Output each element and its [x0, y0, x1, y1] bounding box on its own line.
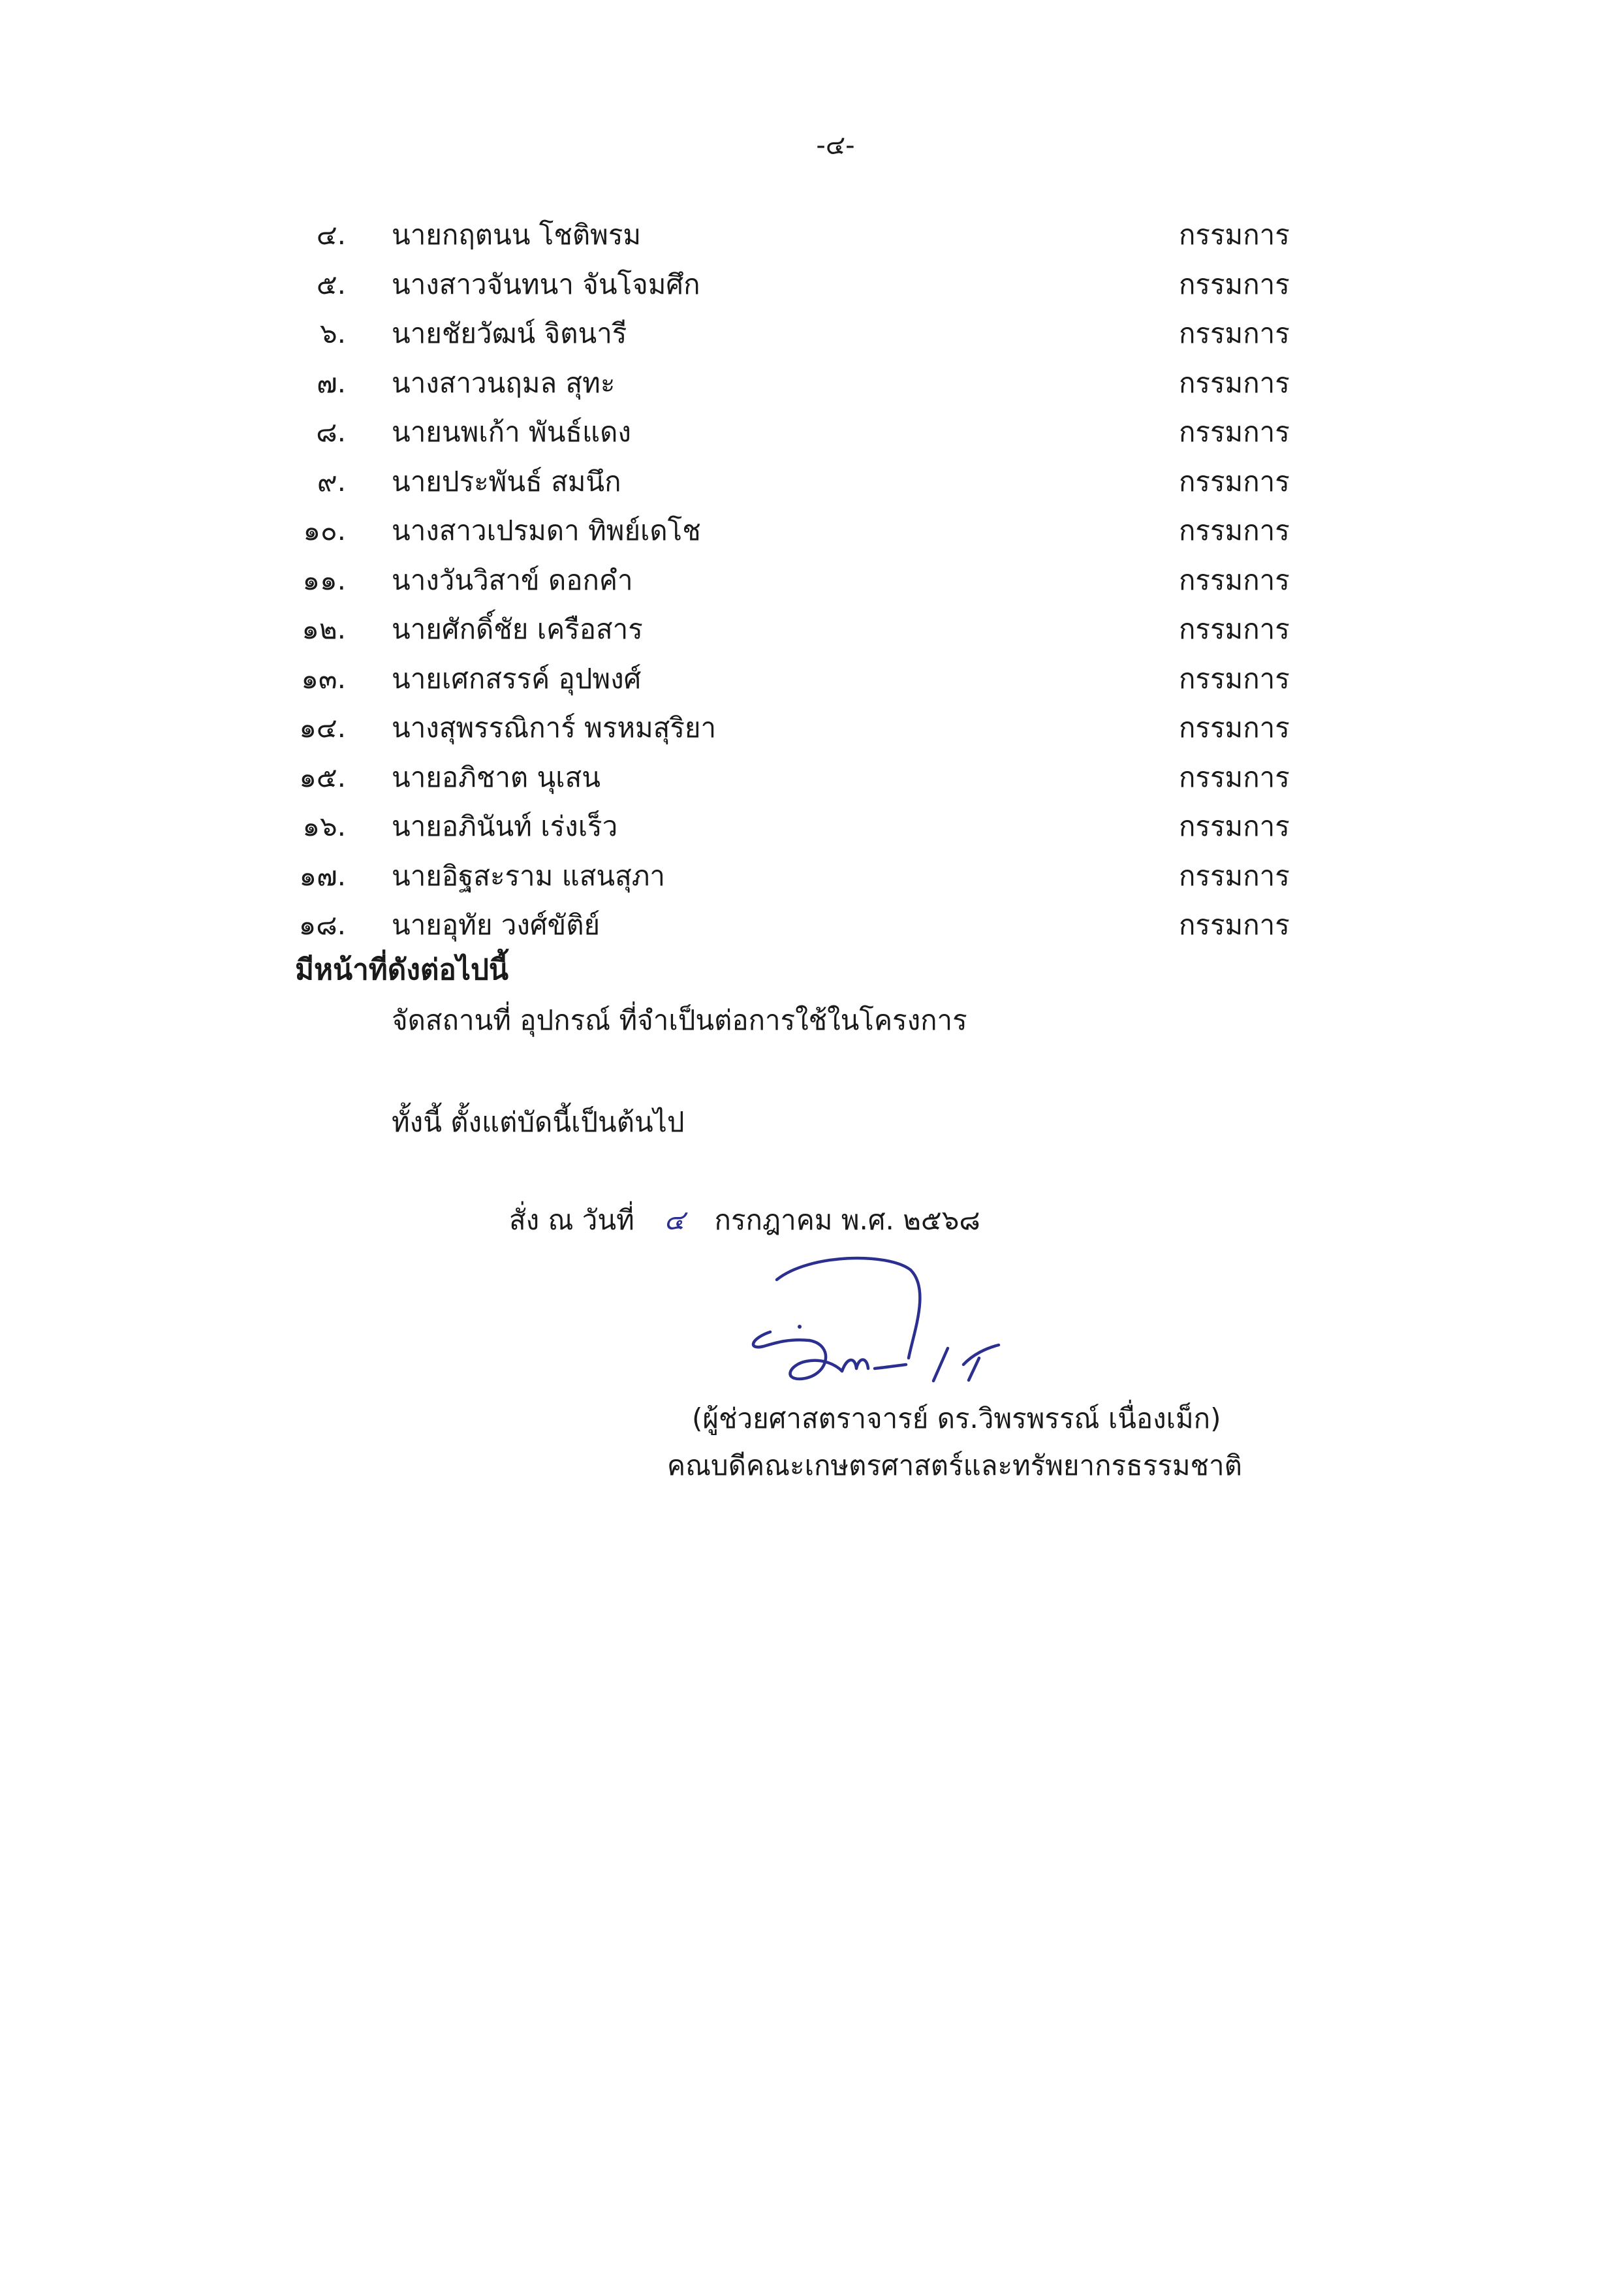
- member-role: กรรมการ: [1179, 662, 1290, 695]
- order-date: [509, 1199, 980, 1242]
- member-number: ๑๔.: [299, 712, 346, 744]
- member-number: ๑๒.: [302, 613, 346, 645]
- signer-position: คณบดีคณะเกษตรศาสตร์และทรัพยากรธรรมชาติ: [667, 1449, 1242, 1481]
- member-name: นายอภิชาต นุเสน: [392, 761, 601, 793]
- member-role: กรรมการ: [1179, 712, 1290, 744]
- member-row: [287, 407, 1358, 457]
- member-number: ๕.: [316, 268, 346, 300]
- member-role: กรรมการ: [1179, 859, 1290, 892]
- member-row: [287, 457, 1358, 507]
- member-name: นายศักดิ์ชัย เครือสาร: [392, 613, 643, 645]
- member-name: นายกฤตนน โชติพรม: [392, 219, 642, 251]
- signer-name: (ผู้ช่วยศาสตราจารย์ ดร.วิพรพรรณ์ เนื่องเม็ก): [692, 1402, 1221, 1434]
- member-role: กรรมการ: [1179, 563, 1290, 596]
- page-number: -๔-: [816, 131, 855, 161]
- order-date-day: ๔: [664, 1204, 685, 1236]
- member-number: ๖.: [319, 317, 346, 349]
- member-row: [287, 210, 1358, 260]
- member-number: ๑๓.: [301, 662, 346, 695]
- member-name: นายอุทัย วงศ์ขัติย์: [392, 909, 601, 941]
- order-date-month-year: กรกฎาคม พ.ศ. ๒๕๖๘: [714, 1204, 980, 1236]
- member-number: ๙.: [317, 465, 346, 498]
- member-name: นางสาวเปรมดา ทิพย์เดโช: [392, 514, 701, 546]
- member-name: นายอภินันท์ เร่งเร็ว: [392, 810, 618, 842]
- member-name: นางสาวนฤมล สุทะ: [392, 366, 616, 399]
- member-role: กรรมการ: [1179, 366, 1290, 399]
- member-number: ๑๘.: [298, 909, 346, 941]
- member-number: ๔.: [316, 219, 346, 251]
- member-name: นายชัยวัฒน์ จิตนารี: [392, 317, 627, 349]
- member-name: นางวันวิสาข์ ดอกคำ: [392, 563, 633, 596]
- member-number: ๗.: [317, 366, 346, 399]
- member-role: กรรมการ: [1179, 613, 1290, 645]
- member-number: ๑๐.: [303, 514, 346, 546]
- member-row: [287, 851, 1358, 901]
- member-number: ๑๗.: [299, 859, 346, 892]
- member-number: ๑๑.: [302, 563, 346, 596]
- member-row: [287, 654, 1358, 704]
- member-name: นายอิฐสะราม แสนสุภา: [392, 859, 665, 892]
- member-role: กรรมการ: [1179, 465, 1290, 498]
- member-role: กรรมการ: [1179, 761, 1290, 793]
- member-name: นายนพเก้า พันธ์แดง: [392, 416, 631, 448]
- member-name: นายเศกสรรค์ อุปพงศ์: [392, 662, 642, 695]
- member-role: กรรมการ: [1179, 909, 1290, 941]
- member-row: [287, 605, 1358, 654]
- member-number: ๘.: [316, 416, 346, 448]
- member-name: นางสุพรรณิการ์ พรหมสุริยา: [392, 712, 717, 744]
- member-role: กรรมการ: [1179, 810, 1290, 842]
- member-role: กรรมการ: [1179, 514, 1290, 546]
- member-role: กรรมการ: [1179, 317, 1290, 349]
- duties-heading: มีหน้าที่ดังต่อไปนี้: [295, 953, 508, 987]
- member-row: [287, 900, 1358, 950]
- handwritten-signature: [738, 1241, 1064, 1397]
- member-row: [287, 802, 1358, 851]
- member-row: [287, 556, 1358, 605]
- member-number: ๑๖.: [302, 810, 346, 842]
- member-name: นางสาวจันทนา จันโจมศึก: [392, 268, 700, 300]
- committee-member-list: [287, 210, 1358, 950]
- member-row: [287, 260, 1358, 309]
- member-role: กรรมการ: [1179, 219, 1290, 251]
- member-name: นายประพันธ์ สมนึก: [392, 465, 621, 498]
- member-row: [287, 703, 1358, 753]
- effective-statement: ทั้งนี้ ตั้งแต่บัดนี้เป็นต้นไป: [392, 1106, 685, 1138]
- member-row: [287, 358, 1358, 408]
- duties-text: จัดสถานที่ อุปกรณ์ ที่จำเป็นต่อการใช้ในโครงการ: [392, 1004, 967, 1036]
- member-role: กรรมการ: [1179, 416, 1290, 448]
- member-row: [287, 753, 1358, 802]
- member-row: [287, 309, 1358, 358]
- order-date-prefix: สั่ง ณ วันที่: [509, 1204, 634, 1236]
- member-row: [287, 506, 1358, 556]
- member-role: กรรมการ: [1179, 268, 1290, 300]
- member-number: ๑๕.: [299, 761, 346, 793]
